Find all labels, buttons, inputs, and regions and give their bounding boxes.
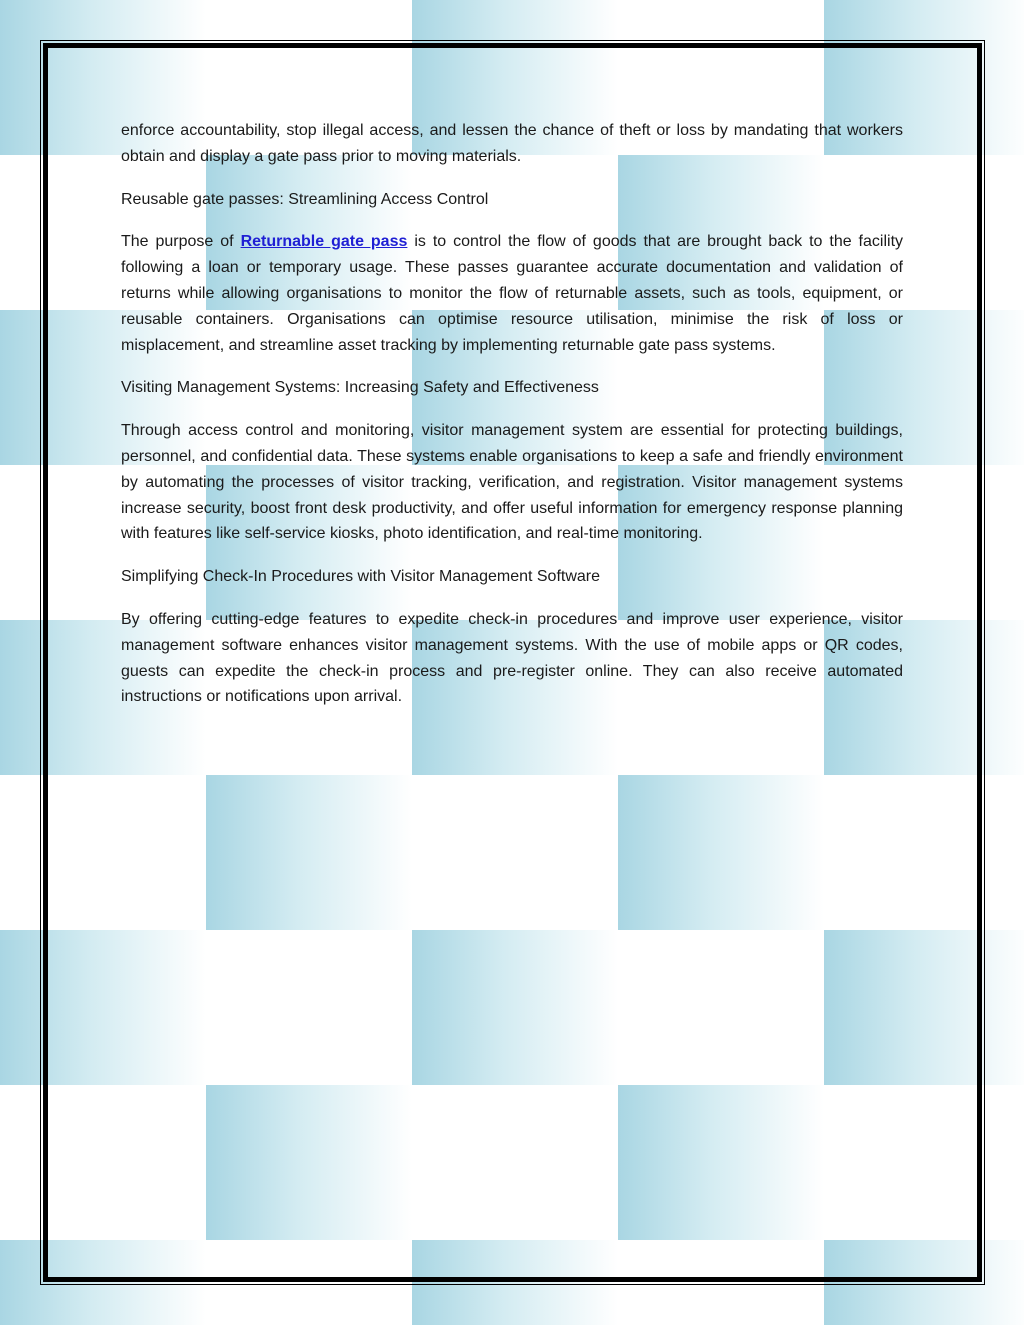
- paragraph-text-after-link: is to control the flow of goods that are brought back to the facility following a loan or temporary usage. These passes guarantee accurate documentation and validation of returns while allowing organisations to monitor the flow of returnable assets, such as tools, equipment, or reusable containers. Organisations can optimise resource utilisation, minimise the risk of loss or misplacement, and streamline asset tracking by implementing returnable gate pass systems.: [121, 233, 904, 354]
- heading-simplifying-check-in: Simplifying Check-In Procedures with Visitor Management Software: [121, 568, 601, 586]
- paragraph-text-before-link: The purpose of: [121, 233, 241, 251]
- paragraph-visitor-management-system: Through access control and monitoring, visitor management system are essential for protecting buildings, personnel, and confidential data. These systems enable organisations to keep a safe and friendly environment by automating the processes of visitor tracking, verification, and registration. Visitor management systems increase security, boost front desk productivity, and offer useful information for emergency response planning with features like self-service kiosks, photo identification, and real-time monitoring.: [121, 422, 903, 543]
- heading-visiting-management-systems: Visiting Management Systems: Increasing Safety and Effectiveness: [121, 379, 599, 397]
- paragraph-intro: enforce accountability, stop illegal access, and lessen the chance of theft or loss by mandating that workers obtain and display a gate pass prior to moving materials.: [121, 122, 903, 165]
- returnable-gate-pass-link[interactable]: Returnable gate pass: [240, 233, 408, 251]
- paragraph-visitor-management-software: By offering cutting-edge features to expedite check-in procedures and improve user experience, visitor management software enhances visitor management systems. With the use of mobile apps or QR codes, guests can expedite the check-in process and pre-register online. They can also receive automated instructions or notifications upon arrival.: [121, 610, 903, 706]
- paragraph-returnable-gate-pass: [121, 229, 903, 358]
- document-body: [121, 118, 903, 727]
- heading-reusable-gate-passes: Reusable gate passes: Streamlining Access Control: [121, 190, 489, 208]
